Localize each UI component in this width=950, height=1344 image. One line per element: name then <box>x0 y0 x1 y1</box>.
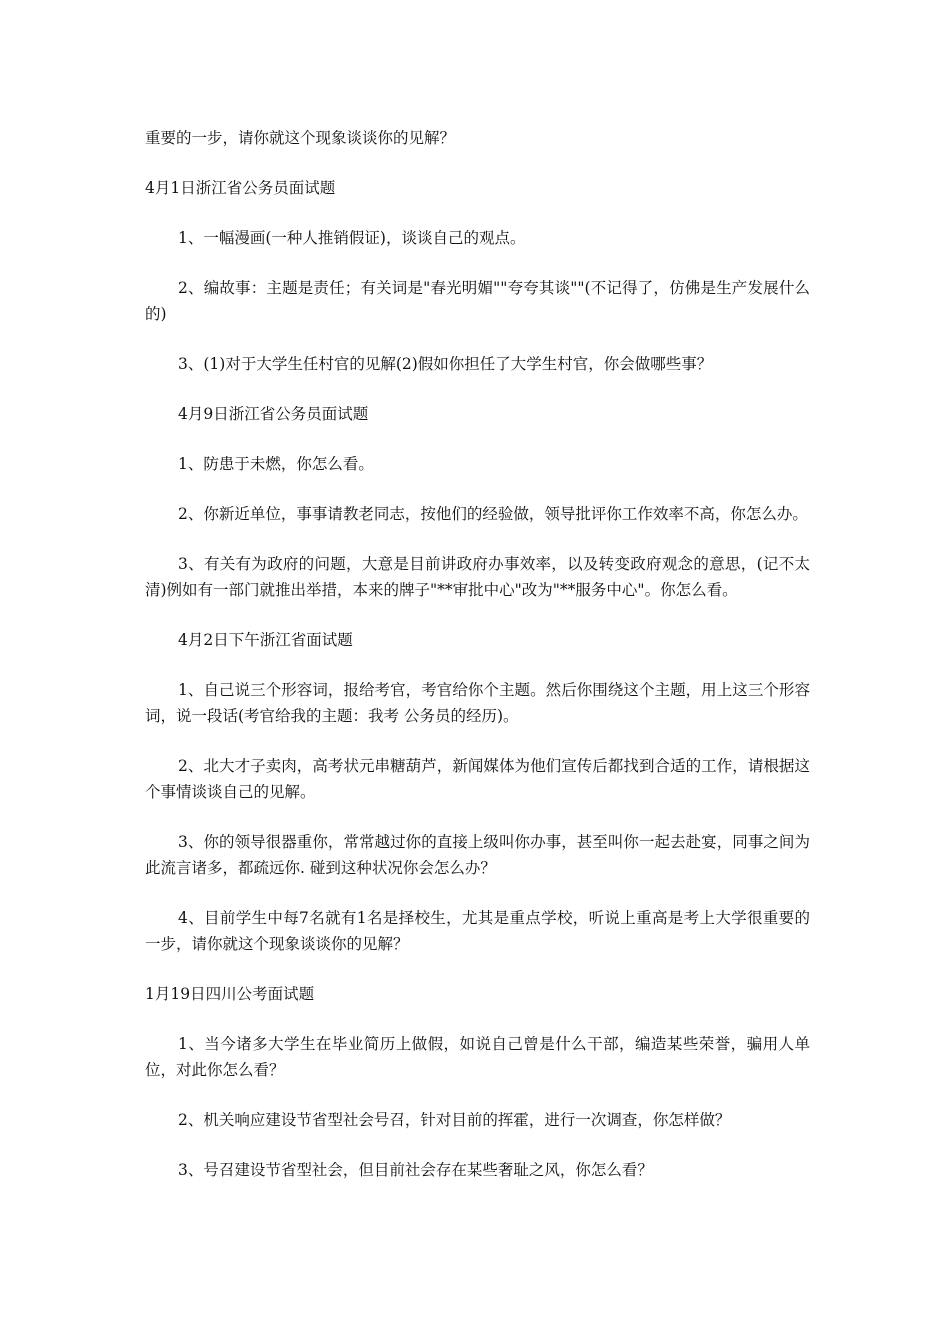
paragraph: 重要的一步，请你就这个现象谈谈你的见解？ <box>145 129 456 147</box>
question: 2、机关响应建设节省型社会号召，针对目前的挥霍，进行一次调查，你怎样做？ <box>178 1111 731 1129</box>
document-body <box>145 125 810 1183</box>
section-heading: 4月1日浙江省公务员面试题 <box>145 179 336 197</box>
question: 1、一幅漫画(一种人推销假证)，谈谈自己的观点。 <box>178 229 526 247</box>
question: 1、防患于未燃，你怎么看。 <box>178 455 374 473</box>
question: 2、北大才子卖肉，高考状元串糖葫芦，新闻媒体为他们宣传后都找到合适的工作，请根据这个事情谈谈自己的见解。 <box>145 757 810 801</box>
section-heading: 4月9日浙江省公务员面试题 <box>178 405 369 423</box>
question: 1、当今诸多大学生在毕业简历上做假，如说自己曾是什么干部，编造某些荣誉，骗用人单位，对此你怎么看？ <box>145 1035 810 1079</box>
question: 2、你新近单位，事事请教老同志，按他们的经验做，领导批评你工作效率不高，你怎么办。 <box>178 505 808 523</box>
section-heading: 4月2日下午浙江省面试题 <box>178 631 353 649</box>
question: 3、你的领导很器重你，常常越过你的直接上级叫你办事，甚至叫你一起去赴宴，同事之间为此流言诸多，都疏远你. 碰到这种状况你会怎么办？ <box>145 833 810 877</box>
question: 4、目前学生中每7名就有1名是择校生，尤其是重点学校，听说上重高是考上大学很重要的一步，请你就这个现象谈谈你的见解？ <box>145 909 810 953</box>
question: 3、(1)对于大学生任村官的见解(2)假如你担任了大学生村官，你会做哪些事？ <box>178 355 713 373</box>
question: 2、编故事：主题是责任；有关词是"春光明媚""夸夸其谈""(不记得了，仿佛是生产发展什么的) <box>145 279 810 323</box>
question: 3、有关有为政府的问题，大意是目前讲政府办事效率，以及转变政府观念的意思，(记不太清)例如有一部门就推出举措，本来的牌子"**审批中心"改为"**服务中心"。你怎么看。 <box>145 555 810 599</box>
section-heading: 1月19日四川公考面试题 <box>145 985 315 1003</box>
question: 1、自己说三个形容词，报给考官，考官给你个主题。然后你围绕这个主题，用上这三个形容词，说一段话(考官给我的主题：我考 公务员的经历)。 <box>145 681 810 725</box>
question: 3、号召建设节省型社会，但目前社会存在某些奢耻之风，你怎么看？ <box>178 1161 653 1179</box>
